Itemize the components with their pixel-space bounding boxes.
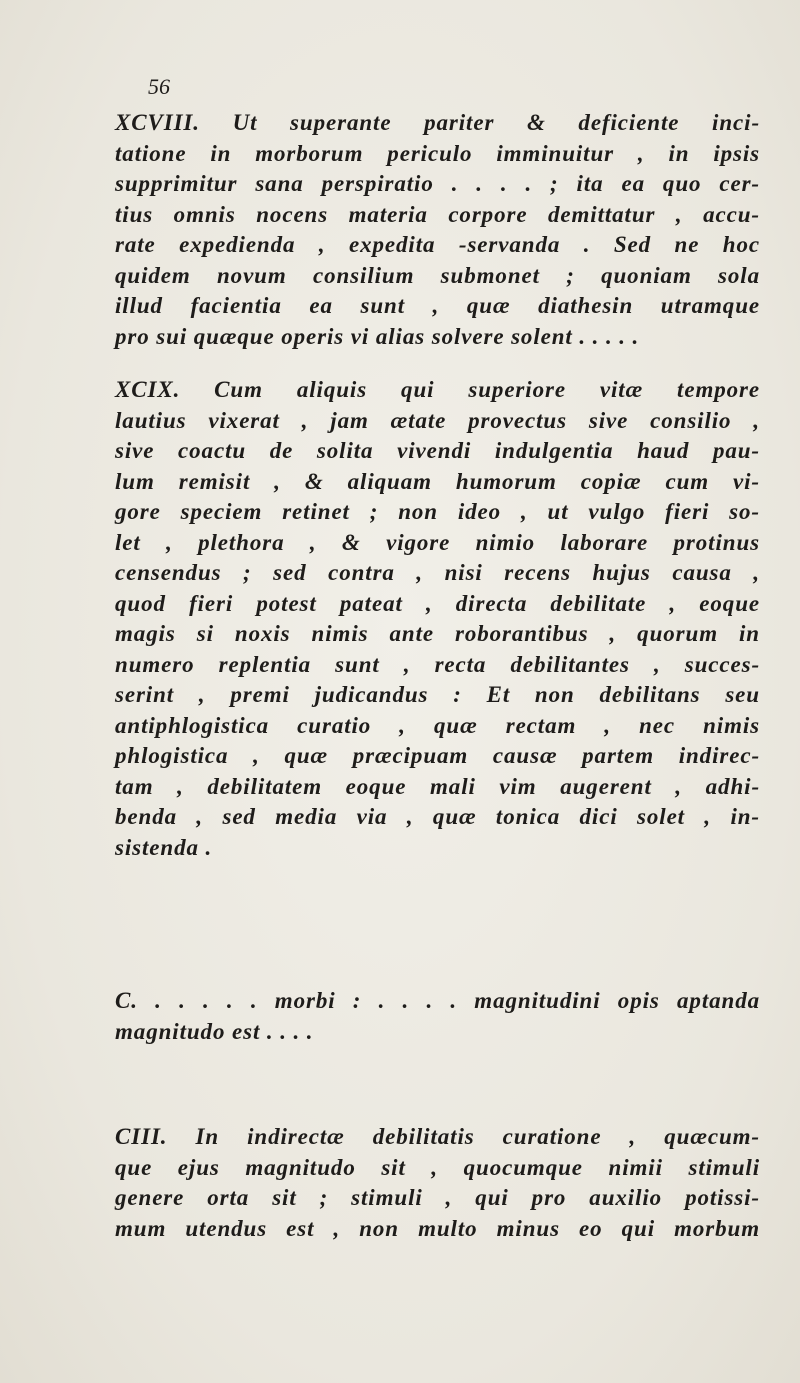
text-line: XCIX. Cum aliquis qui superiore vitæ tempore xyxy=(115,377,760,402)
paragraph-c xyxy=(115,986,760,1047)
text-line: let , plethora , & vigore nimio laborare protinus xyxy=(115,529,760,555)
text-line: numero replentia sunt , recta debilitantes , succes- xyxy=(115,651,760,677)
text-line: benda , sed media via , quæ tonica dici solet , in- xyxy=(115,804,760,829)
text-line: censendus ; sed contra , nisi recens hujus causa , xyxy=(115,560,760,585)
text-line: quod fieri potest pateat , directa debilitate , eoque xyxy=(115,590,760,616)
paragraph-xcix xyxy=(115,375,760,863)
text-line: que ejus magnitudo sit , quocumque nimii stimuli xyxy=(115,1154,760,1180)
text-line: sive coactu de solita vivendi indulgentia haud pau- xyxy=(115,438,760,463)
text-line: quidem novum consilium submonet ; quoniam sola xyxy=(115,262,760,288)
text-line: sistenda . xyxy=(115,834,213,860)
page-number: 56 xyxy=(148,74,170,99)
text-line: XCVIII. Ut superante pariter & deficiente inci- xyxy=(115,110,760,135)
text-line: mum utendus est , non multo minus eo qui morbum xyxy=(115,1215,760,1241)
text-line: lum remisit , & aliquam humorum copiæ cum vi- xyxy=(115,468,760,494)
text-line: C. . . . . . morbi : . . . . magnitudini opis aptanda xyxy=(115,988,760,1013)
text-line: tius omnis nocens materia corpore demittatur , accu- xyxy=(115,201,760,227)
paragraph-ciii xyxy=(115,1122,760,1244)
text-line: serint , premi judicandus : Et non debilitans seu xyxy=(115,682,760,707)
text-line: magis si noxis nimis ante roborantibus , quorum in xyxy=(115,621,760,646)
text-line: genere orta sit ; stimuli , qui pro auxilio potissi- xyxy=(115,1185,760,1210)
text-line: pro sui quæque operis vi alias solvere solent . . . . . xyxy=(115,323,640,349)
text-line: rate expedienda , expedita -servanda . Sed ne hoc xyxy=(115,232,760,257)
text-line: magnitudo est . . . . xyxy=(115,1018,314,1044)
text-line: CIII. In indirectæ debilitatis curatione , quæcum- xyxy=(115,1124,760,1149)
text-line: antiphlogistica curatio , quæ rectam , nec nimis xyxy=(115,712,760,738)
text-line: lautius vixerat , jam ætate provectus sive consilio , xyxy=(115,407,760,433)
text-line: tatione in morborum periculo imminuitur , in ipsis xyxy=(115,140,760,166)
text-line: supprimitur sana perspiratio . . . . ; ita ea quo cer- xyxy=(115,171,760,196)
paragraph-xcviii xyxy=(115,108,760,352)
text-line: illud facientia ea sunt , quæ diathesin utramque xyxy=(115,293,760,318)
text-line: phlogistica , quæ præcipuam causæ partem indirec- xyxy=(115,743,760,768)
text-line: gore speciem retinet ; non ideo , ut vulgo fieri so- xyxy=(115,499,760,524)
text-line: tam , debilitatem eoque mali vim augerent , adhi- xyxy=(115,773,760,799)
